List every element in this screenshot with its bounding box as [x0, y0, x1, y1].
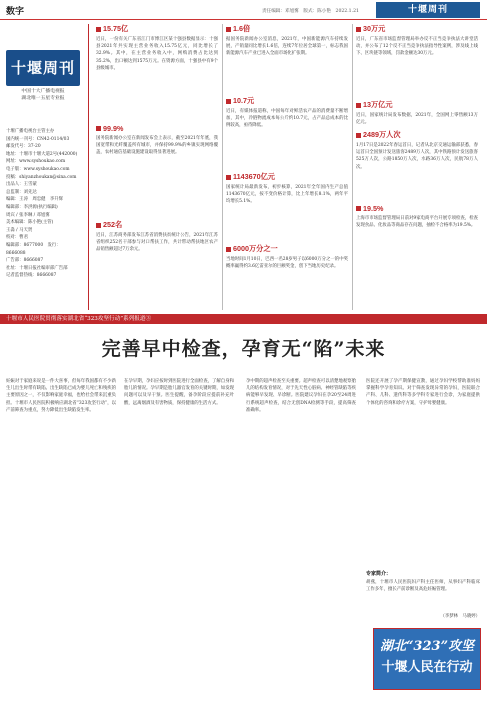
stat-value: 1143670亿元: [233, 172, 275, 181]
stat-text: 国家统计局最新发布，初步核算，2021年全年国内生产总值1143670亿元，按不变价格计算，比上年增长8.1%，两年平均增长5.1%。: [226, 185, 348, 205]
stat-value: 6000万分之一: [233, 244, 278, 253]
masthead: 十堰周刊: [376, 2, 480, 18]
stat-item: [96, 24, 218, 124]
stat-text: 国务院新闻办公室在新闻发布会上表示，截至2021年年底，我国宽带和光纤覆盖所有城市，并保持99.9%的乡镇实现网络覆盖，农村通信基础设施建设取得显著进展。: [96, 136, 218, 156]
stat-text: 1月17日是2022年春运首日，记者从北京交通运输部获悉，春运首日全国预计发送旅客2489万人次，其中铁路预计发送旅客525万人次，公路1850万人次，水路36万人次，民航78万人次。: [356, 143, 478, 170]
stat-item: [356, 204, 478, 300]
expert-box: [366, 568, 480, 624]
bullet-square-icon: [226, 27, 231, 32]
stat-item: [226, 96, 348, 172]
info-line: 美术编辑：陈小艳(主管): [6, 220, 54, 226]
stat-title: [356, 204, 478, 213]
stat-title: [226, 96, 348, 106]
info-line: 编辑部：李洪源(执行编辑): [6, 204, 58, 210]
stats-column: [226, 24, 348, 300]
article-column-1: 妊娠对于家庭来说是一件大喜事，但每年我国都有不少新生儿出生时带有缺陷。出生缺陷已成为婴儿死亡和残疾的主要原因之一，不仅影响家庭幸福，也给社会带来沉重负担。十堰市人民医院积极响应湖北省“323攻坚行动”，以产前筛查为重点，努力降低出生缺陷发生率。: [6, 379, 116, 413]
stat-value: 2489万人次: [363, 130, 401, 139]
bullet-square-icon: [96, 223, 101, 228]
article-column-4: 医院还开展了孕产期保健宣教，通过孕妇学校帮助准妈妈掌握科学孕育知识。对于筛查发现异常的孕妇，医院联合产科、儿科、遗传科等多学科专家进行会诊，为家庭提供个体化的咨询和诊疗方案，守护母婴健康。: [366, 379, 480, 406]
stat-item: [356, 130, 478, 204]
bullet-square-icon: [356, 103, 361, 108]
stat-title: [96, 24, 218, 34]
stat-value: 252名: [103, 220, 123, 229]
stat-text: 当地时间1月10日，巴西一名28岁男子以6000万分之一的中奖概率赢得约3.6亿雷亚尔的巨额奖金，创下当地历史纪录。: [226, 257, 348, 270]
stat-text: 上海市市场监督管理局日前对9家电商平台开展专项检查，检查发现食品、化妆品等商品存在问题，抽检不合格率为19.5%。: [356, 216, 478, 229]
info-line: 编辑部：8677000 发行：8666088: [6, 242, 61, 256]
stat-item: [226, 172, 348, 244]
stat-text: 据国务院新闻办公室消息，2021年，中国新能源汽车持续发展，产销量同比增长1.6倍，连续7年位居全球第一，标志我国新能源汽车产业已进入全面市场化扩张期。: [226, 37, 348, 57]
bullet-square-icon: [226, 175, 231, 180]
badge-line-2: 十堰人民在行动: [381, 660, 473, 675]
bullet-square-icon: [96, 126, 101, 131]
article-title: 完善早中检查，孕育无“陷”未来: [101, 338, 386, 360]
column-divider: [88, 24, 89, 310]
section-name: 数字: [6, 6, 25, 16]
stat-text: 近日，一份有关广东省江门市博江区某十强县数据显示：十强县2021年共实现主营业务收入15.75亿元，同比增长了32.9%。其中，在主营业务收入中，网购消费占比达到35.2%，出口额达到1575万元。在资源方面，十强县中有9个县级城市。: [96, 37, 218, 71]
info-line: 出品人：王雪蒙: [6, 182, 37, 188]
stat-item: [226, 24, 348, 96]
column-divider: [352, 24, 353, 310]
stat-item: [356, 100, 478, 130]
stats-grid: [96, 24, 478, 310]
stat-value: 99.9%: [103, 124, 124, 133]
stat-text: 近日，广东省市场监督管理局举办反不正当竞争执法大讲堂活动，并公布了12个反不正当竞争执法指导性案例，涉及线上线下、区块链等领域，罚款金额达30万元。: [356, 37, 478, 57]
info-line: 校对：曹君: [6, 235, 28, 241]
issue-date: 2022.1.21: [335, 9, 359, 14]
expert-text: 胡燕，十堰市人民医院妇产科主任医师，从事妇产科临床工作多年，擅长产前诊断及高危妊娠管理。: [366, 580, 480, 593]
info-line: 网址：www.syshoukao.com: [6, 159, 66, 165]
info-line: 王淼 / 马天贤: [6, 227, 33, 233]
stat-value: 30万元: [363, 24, 386, 33]
stat-title: [356, 100, 478, 110]
stat-item: [96, 220, 218, 300]
stat-text: 近日，江苏商务部发布江苏省消费扶贫统计公告，2021年江苏省组织252名干部参与对口帮扶工作，共计带动帮扶地区农产品销售额超过7万余元。: [96, 233, 218, 253]
bullet-square-icon: [356, 133, 361, 138]
article-column-3: 孕中期的超声检查至关重要。超声检查可以清楚地观察胎儿的结构发育情况，对于先天性心脏病、神经管缺陷等疾病能够早发现、早诊断。医院建议孕妇在孕20至24周进行系统超声检查，结合无创DNA检测等手段，提高筛查准确率。: [246, 379, 356, 413]
stat-value: 15.75亿: [103, 24, 129, 33]
logo-subtitle: 中国十大广播电视报 湖北唯一五星专业报: [21, 89, 65, 101]
stat-title: [226, 244, 348, 254]
info-line: 记者监督热线：8666087: [6, 273, 57, 279]
newspaper-logo: 十堰周刊: [6, 50, 80, 86]
stat-title: [226, 172, 348, 182]
stats-column: [356, 24, 478, 300]
stat-value: 10.7元: [233, 96, 255, 105]
stat-value: 13万亿元: [363, 100, 393, 109]
info-line: 十堰广播电视台主管主办: [6, 129, 55, 134]
bullet-square-icon: [96, 27, 101, 32]
stat-value: 19.5%: [363, 204, 384, 213]
stat-text: 近日，国家统计局发布数据，2021年，全国网上零售额13万亿元。: [356, 113, 478, 126]
bullet-square-icon: [356, 27, 361, 32]
editors-line: 责任编辑：邓旭雾 版式：陈小艳 2022.1.21: [262, 9, 359, 14]
info-line: 周宾 / 张李琳 / 邓旭雾: [6, 212, 50, 218]
info-line: 邮发代号：37-20: [6, 144, 41, 150]
info-line: 国内统一刊号：CN42-0114/03: [6, 136, 70, 142]
expert-title: 专家简介：: [366, 571, 392, 577]
stat-item: [226, 244, 348, 300]
stats-column: [96, 24, 218, 300]
info-line: 广告部：8666087: [6, 258, 44, 264]
article-column-2: 在孕早期，孕妇应按时到医院进行全面检查，了解自身和胎儿的情况。孕早期是胎儿器官发育的关键时期，如发现问题可以及早干预。医生提醒，备孕阶段应提前补充叶酸，远离烟酒及有害物质，保持健康的生活方式。: [124, 379, 234, 406]
stat-title: [356, 130, 478, 140]
badge-line-1: 湖北“323”攻坚: [379, 639, 475, 654]
info-line: 电子版：www.syshoukao.com: [6, 166, 70, 172]
bullet-square-icon: [226, 247, 231, 252]
info-line: 社址：十堰日报社编审部广告部: [6, 265, 68, 271]
stat-text: 近日，有媒体报道称，中国每年对鲜活农产品的消费量不断增加，其中，冷链物流成本每公斤约10.7元，占产品总成本的比例较高，亟待降低。: [226, 109, 348, 129]
bullet-square-icon: [226, 99, 231, 104]
bullet-square-icon: [356, 206, 361, 211]
info-line: 投稿：shiyanzhoukan@sina.com: [6, 174, 77, 180]
stat-title: [226, 24, 348, 34]
stat-title: [356, 24, 478, 34]
masthead-info: [6, 128, 80, 300]
info-line: 地址：十堰市十堰大道2号(442000): [6, 151, 78, 157]
stat-title: [96, 220, 218, 230]
column-divider: [222, 24, 223, 310]
stat-title: [96, 124, 218, 133]
stat-item: [356, 24, 478, 100]
campaign-badge: [373, 628, 481, 690]
article-author: （李梦林 马晓婷）: [440, 614, 480, 619]
stat-value: 1.6倍: [233, 24, 251, 33]
info-line: 总监制：刘先达: [6, 189, 37, 195]
series-banner: 十堰市人民医院贯彻落实湖北省“323攻坚行动”系列报道③: [0, 314, 487, 324]
stat-item: [96, 124, 218, 220]
info-line: 编辑：王涛 周忠健 李升辉: [6, 197, 64, 203]
